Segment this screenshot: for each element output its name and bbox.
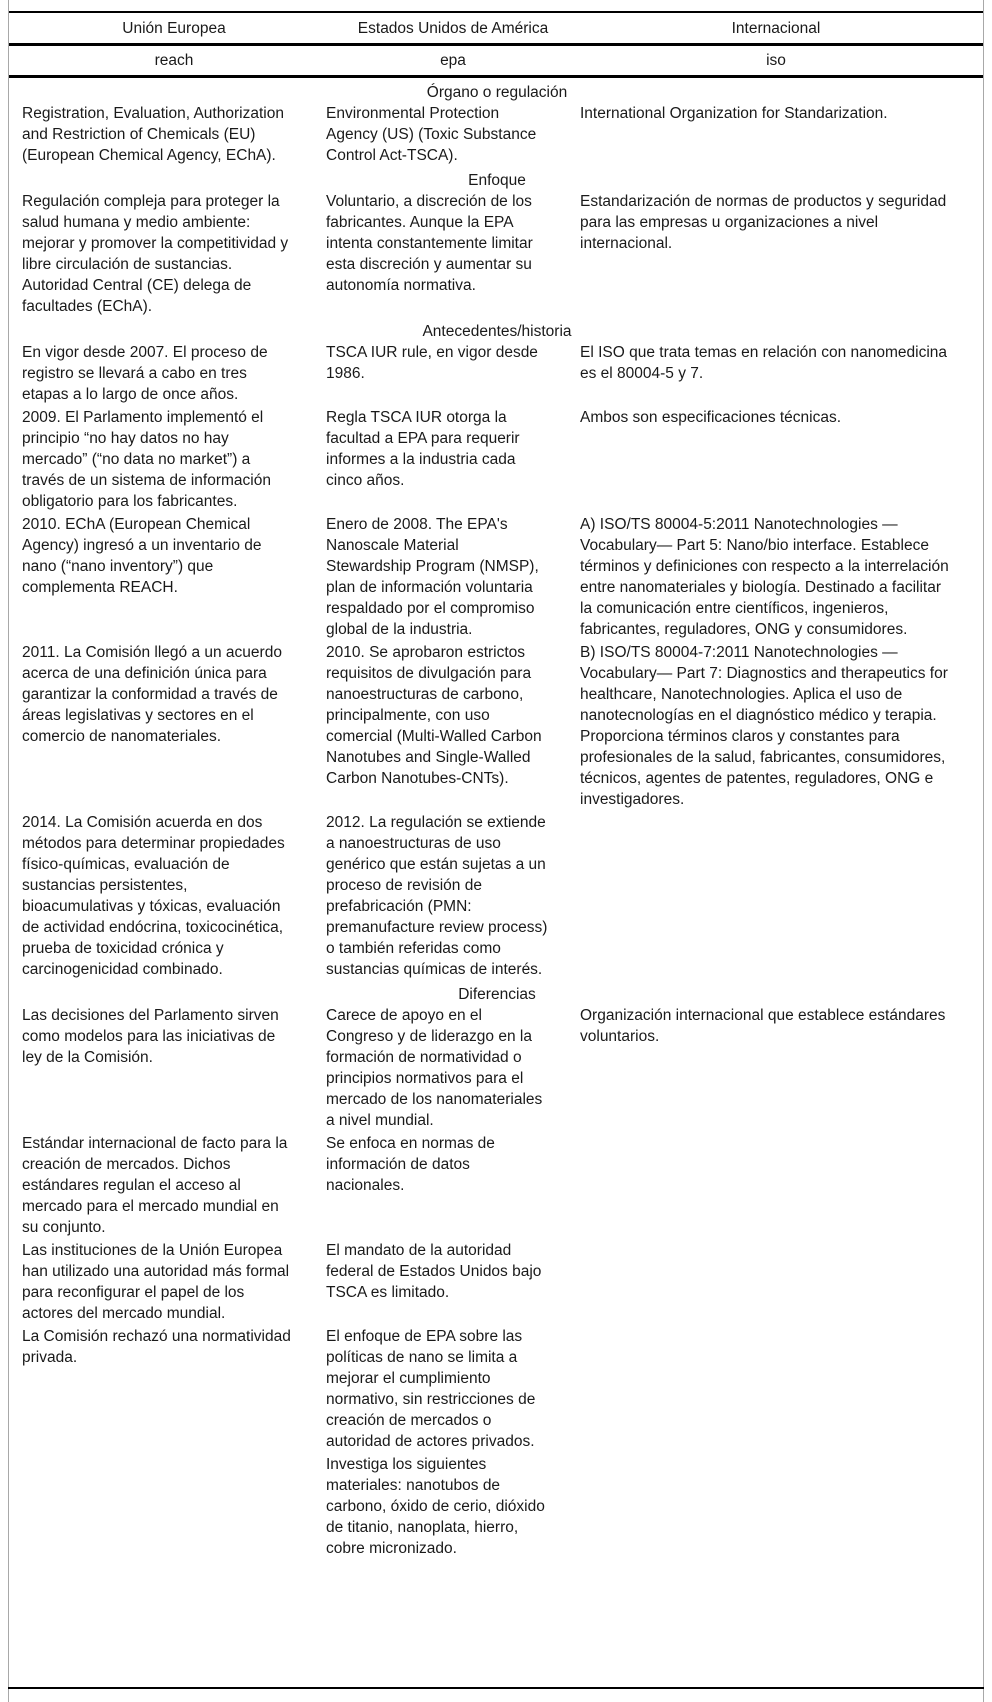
cell-us: Carece de apoyo en el Congreso y de liderazgo en la formación de normatividad o principios normativos para el mercado de los nanomateriales a nivel mundial. [326,1007,543,1129]
table-row [22,191,972,317]
cell-eu: La Comisión rechazó una normatividad privada. [22,1328,291,1366]
table-row [22,342,972,405]
table-row [22,514,972,640]
cell-us: Investiga los siguientes materiales: nanotubos de carbono, óxido de cerio, dióxido de titanio, nanoplata, hierro, cobre micronizado. [326,1456,545,1557]
cell-us: 2012. La regulación se extiende a nanoestructuras de uso genérico que están sujetas a un proceso de revisión de prefabricación (PMN: premanufacture review process) o también referidas como sustancias químicas de interés. [326,814,548,978]
table-row [22,1005,972,1131]
cell-eu: 2010. EChA (European Chemical Agency) ingresó a un inventario de nano (“nano inventory”) que complementa REACH. [22,516,262,596]
column-code-header-row [0,46,992,75]
table-row [22,1133,972,1238]
table-body [0,82,992,1559]
table-row [22,642,972,810]
cell-us: Se enfoca en normas de información de datos nacionales. [326,1135,495,1194]
column-header-eu: Unión Europea [122,19,226,37]
cell-intl: A) ISO/TS 80004-5:2011 Nanotechnologies — Vocabulary— Part 5: Nano/bio interface. Establece términos y definiciones con respecto a la interrelación entre nanomateriales y biología. Destinado a facilitar la comunicación entre científicos, ingenieros, fabricantes, reguladores, ONG y consumidores. [580,516,949,638]
cell-eu: Las decisiones del Parlamento sirven como modelos para las iniciativas de ley de la Comisión. [22,1007,279,1066]
section-title-antecedentes: Antecedentes/historia [422,323,572,340]
section-title-diferencias: Diferencias [458,986,536,1003]
cell-eu: Regulación compleja para proteger la salud humana y medio ambiente: mejorar y promover la competitividad y libre circulación de sustancias. Autoridad Central (CE) delega de facultades (EChA). [22,193,289,315]
column-code-epa: epa [440,52,466,69]
horizontal-rule-after-codes [8,75,984,78]
table-row [22,1326,972,1452]
cell-intl: Estandarización de normas de productos y seguridad para las empresas u organizaciones a nivel internacional. [580,193,947,252]
cell-eu: Registration, Evaluation, Authorization and Restriction of Chemicals (EU) (European Chemical Agency, EChA). [22,105,284,164]
cell-us: El mandato de la autoridad federal de Estados Unidos bajo TSCA es limitado. [326,1242,542,1301]
column-group-header-row [0,13,992,43]
section-title-organo: Órgano o regulación [426,84,568,101]
cell-intl: International Organization for Standarization. [580,105,888,122]
column-code-reach: reach [154,52,194,69]
cell-intl: B) ISO/TS 80004-7:2011 Nanotechnologies — Vocabulary— Part 7: Diagnostics and therapeutics for healthcare, Nanotechnologies. Aplica el uso de nanotecnologías en el diagnóstico médico y terapia. Proporciona términos claros y constantes para profesionales de la salud, fabricantes, consumidores, técnicos, agentes de patentes, reguladores, ONG e investigadores. [580,644,948,808]
cell-us: Regla TSCA IUR otorga la facultad a EPA para requerir informes a la industria cada cinco años. [326,409,520,489]
cell-us: Environmental Protection Agency (US) (Toxic Substance Control Act-TSCA). [326,105,537,164]
table-row [22,1240,972,1324]
cell-us: El enfoque de EPA sobre las políticas de nano se limita a mejorar el cumplimiento normativo, sin restricciones de creación de mercados o autoridad de actores privados. [326,1328,536,1450]
table-row [22,1454,972,1559]
cell-eu: Las instituciones de la Unión Europea han utilizado una autoridad más formal para reconfigurar el papel de los actores del mercado mundial. [22,1242,290,1322]
column-header-us: Estados Unidos de América [357,19,549,37]
cell-eu: En vigor desde 2007. El proceso de registro se llevará a cabo en tres etapas a lo largo de once años. [22,344,268,403]
cell-intl: El ISO que trata temas en relación con nanomedicina es el 80004-5 y 7. [580,344,948,382]
cell-intl: Organización internacional que establece estándares voluntarios. [580,1007,946,1045]
table-row [22,407,972,512]
horizontal-rule-bottom [8,1687,984,1689]
column-code-iso: iso [766,52,786,69]
column-header-intl: Internacional [731,19,821,37]
cell-eu: 2011. La Comisión llegó a un acuerdo acerca de una definición única para garantizar la conformidad a través de áreas legislativas y sectores en el comercio de nanomateriales. [22,644,282,745]
cell-us: 2010. Se aprobaron estrictos requisitos de divulgación para nanoestructuras de carbono, principalmente, con uso comercial (Multi-Walled Carbon Nanotubes and Single-Walled Carbon Nanotubes-CNTs). [326,644,542,787]
cell-intl: Ambos son especificaciones técnicas. [580,409,842,426]
cell-us: TSCA IUR rule, en vigor desde 1986. [326,344,538,382]
cell-us: Voluntario, a discreción de los fabricantes. Aunque la EPA intenta constantemente limitar esta discreción y aumentar su autonomía normativa. [326,193,533,294]
table-row [22,812,972,980]
cell-eu: Estándar internacional de facto para la creación de mercados. Dichos estándares regulan el acceso al mercado para el mercado mundial en su conjunto. [22,1135,288,1236]
section-title-enfoque: Enfoque [468,172,526,189]
table-row [22,103,972,166]
cell-eu: 2014. La Comisión acuerda en dos métodos para determinar propiedades físico-químicas, evaluación de sustancias persistentes, bioacumulativas y tóxicas, evaluación de actividad endócrina, toxicocinética, prueba de toxicidad crónica y carcinogenicidad combinado. [22,814,285,978]
cell-us: Enero de 2008. The EPA's Nanoscale Material Stewardship Program (NMSP), plan de información voluntaria respaldado por el compromiso global de la industria. [326,516,539,638]
cell-eu: 2009. El Parlamento implementó el principio “no hay datos no hay mercado” (“no data no market”) a través de un sistema de información obligatorio para los fabricantes. [22,409,271,510]
